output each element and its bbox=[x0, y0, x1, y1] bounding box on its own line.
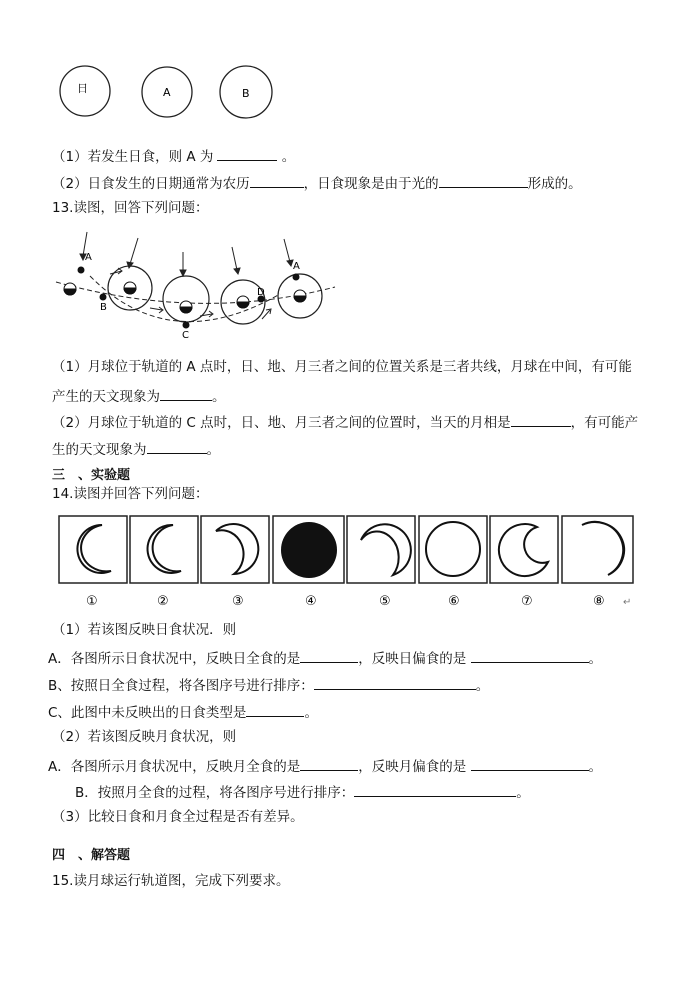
q13-title: 13.读图，回答下列问题： bbox=[52, 200, 209, 216]
blank[interactable] bbox=[314, 677, 476, 690]
moon-orbit-path bbox=[90, 276, 280, 322]
q13-part1-line2: 产生的天文现象为 。 bbox=[52, 389, 226, 405]
q12-part2: （2）日食发生的日期通常为农历 ，日食现象是由于光的 形成的。 bbox=[52, 176, 582, 192]
figure-number: ④ bbox=[305, 594, 317, 609]
figure-number: ① bbox=[86, 594, 98, 609]
orbit-label-d: D bbox=[257, 287, 265, 298]
q14-sub2: （2）若该图反映月食状况，则 bbox=[52, 729, 237, 745]
blank[interactable] bbox=[147, 441, 207, 454]
blank[interactable] bbox=[354, 784, 516, 797]
blank[interactable] bbox=[250, 175, 304, 188]
earth-shadow-circle bbox=[163, 276, 209, 322]
q14-sub1-c: C、此图中未反映出的日食类型是 。 bbox=[48, 705, 318, 721]
q12-part1: （1）若发生日食，则 A 为 。 bbox=[52, 149, 296, 165]
figure-number: ⑦ bbox=[521, 594, 533, 609]
q14-sub3: （3）比较日食和月食全过程是否有差异。 bbox=[52, 809, 304, 825]
sunlight-arrows bbox=[80, 232, 293, 276]
earth-orbit-path bbox=[56, 282, 335, 303]
figure-number: ⑧ bbox=[593, 594, 605, 609]
sun-label: 日 bbox=[77, 82, 88, 95]
blank[interactable] bbox=[471, 650, 589, 663]
q14-sub2-a: A．各图所示月食状况中，反映月全食的是 ，反映月偏食的是 。 bbox=[48, 759, 603, 775]
blank[interactable] bbox=[160, 388, 212, 401]
figure-number: ⑥ bbox=[448, 594, 460, 609]
eclipse-sequence-figure bbox=[56, 513, 640, 609]
return-mark: ↵ bbox=[623, 597, 632, 608]
blank[interactable] bbox=[300, 758, 358, 771]
circle-b-label: B bbox=[242, 87, 250, 100]
circle-a-label: A bbox=[163, 86, 171, 99]
figure-number: ③ bbox=[232, 594, 244, 609]
orbit-label-a2: A bbox=[293, 261, 300, 272]
blank[interactable] bbox=[300, 650, 358, 663]
q14-title: 14.读图并回答下列问题： bbox=[52, 486, 209, 502]
q13-part1-line1: （1）月球位于轨道的 A 点时，日、地、月三者之间的位置关系是三者共线，月球在中间，有可能 bbox=[52, 359, 632, 375]
blank[interactable] bbox=[471, 758, 589, 771]
blank[interactable] bbox=[246, 704, 304, 717]
orbit-label-b: B bbox=[100, 302, 107, 313]
q13-part2-line2: 生的天文现象为 。 bbox=[52, 442, 220, 458]
eclipse-frame-5 bbox=[347, 516, 415, 583]
section-4-heading: 四 、解答题 bbox=[52, 848, 131, 863]
blank[interactable] bbox=[217, 148, 277, 161]
q14-sub1: （1）若该图反映日食状况．则 bbox=[52, 622, 237, 638]
eclipse-frame-6 bbox=[419, 516, 487, 583]
figure-number: ② bbox=[157, 594, 169, 609]
blank[interactable] bbox=[439, 175, 528, 188]
total-eclipse-disc bbox=[281, 522, 337, 578]
moon-orbit-diagram bbox=[50, 222, 350, 341]
q14-sub2-b: B．按照月全食的过程，将各图序号进行排序： 。 bbox=[75, 785, 530, 801]
figure-number: ⑤ bbox=[379, 594, 391, 609]
orbit-label-a: A bbox=[85, 252, 92, 263]
orbit-label-c: C bbox=[182, 330, 189, 341]
q14-sub1-b: B、按照日全食过程，将各图序号进行排序： 。 bbox=[48, 678, 490, 694]
q14-sub1-a: A．各图所示日食状况中，反映日全食的是 ，反映日偏食的是 。 bbox=[48, 651, 603, 667]
q13-part2-line1: （2）月球位于轨道的 C 点时，日、地、月三者之间的位置时，当天的月相是 ，有可能产 bbox=[52, 415, 639, 431]
q15-title: 15.读月球运行轨道图，完成下列要求。 bbox=[52, 873, 290, 889]
sun-a-b-diagram bbox=[55, 62, 285, 124]
section-3-heading: 三 、实验题 bbox=[52, 468, 131, 483]
blank[interactable] bbox=[511, 414, 571, 427]
